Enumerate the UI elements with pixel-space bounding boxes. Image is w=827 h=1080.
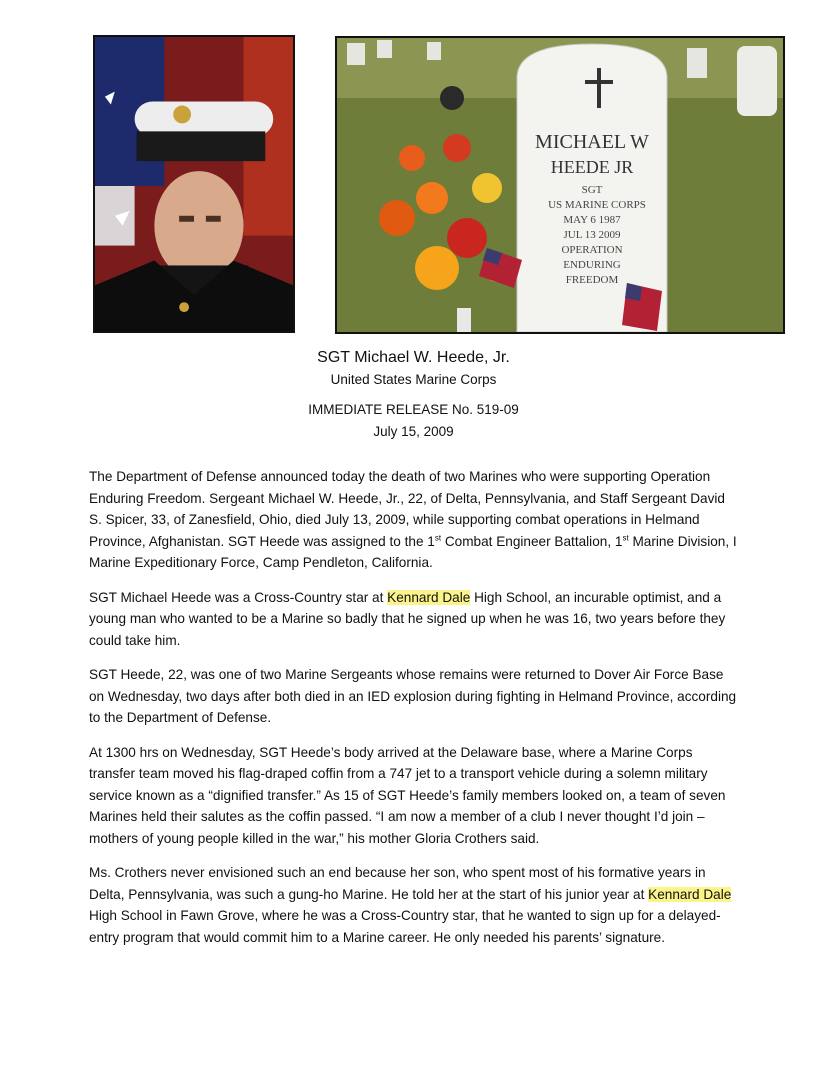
svg-text:JUL 13 2009: JUL 13 2009 bbox=[563, 229, 621, 241]
svg-text:FREEDOM: FREEDOM bbox=[565, 274, 619, 286]
svg-text:HEEDE JR: HEEDE JR bbox=[550, 157, 634, 177]
svg-text:SGT: SGT bbox=[581, 184, 603, 196]
headstone-photo bbox=[335, 36, 785, 334]
svg-text:OPERATION: OPERATION bbox=[561, 244, 623, 256]
paragraph-2: SGT Michael Heede was a Cross-Country star at Kennard Dale High School, an incurable optimist, and a young man who wanted to be a Marine so badly that he signed up when he was 16, two years before they could take him. bbox=[89, 589, 726, 648]
svg-text:ENDURING: ENDURING bbox=[563, 259, 621, 271]
article-body bbox=[89, 466, 739, 961]
highlighted-school-name: Kennard Dale bbox=[387, 589, 471, 605]
release-number: IMMEDIATE RELEASE No. 519-09 bbox=[308, 402, 519, 417]
svg-text:MICHAEL W: MICHAEL W bbox=[535, 131, 649, 153]
release-date: July 15, 2009 bbox=[373, 424, 454, 439]
highlighted-school-name: Kennard Dale bbox=[648, 886, 732, 902]
svg-text:US MARINE CORPS: US MARINE CORPS bbox=[548, 199, 646, 211]
page-title: SGT Michael W. Heede, Jr. bbox=[317, 349, 510, 366]
marine-portrait-photo bbox=[93, 35, 295, 333]
svg-text:MAY 6 1987: MAY 6 1987 bbox=[563, 214, 621, 226]
paragraph-5: Ms. Crothers never envisioned such an end because her son, who spent most of his formative years in Delta, Pennsylvania, was such a gung-ho Marine. He told her at the start of his junior year at Kennard Dale High School in Fawn Grove, where he was a Cross-Country star, that he wanted to sign up for a delayed-entry program that would commit him to a Marine career. He only needed his parents’ signature. bbox=[89, 865, 732, 945]
branch-subtitle: United States Marine Corps bbox=[330, 372, 497, 387]
paragraph-4: At 1300 hrs on Wednesday, SGT Heede’s body arrived at the Delaware base, where a Marine Corps transfer team moved his flag-draped coffin from a 747 jet to a transport vehicle during a solemn military service known as a “dignified transfer.” As 15 of SGT Heede’s family members looked on, a team of seven Marines held their salutes as the coffin passed. “I am now a member of a club I never thought I’d join – mothers of young people killed in the war,” his mother Gloria Crothers said. bbox=[89, 744, 726, 846]
paragraph-3: SGT Heede, 22, was one of two Marine Sergeants whose remains were returned to Dover Air Force Base on Wednesday, two days after both died in an IED explosion during fighting in Helmand Province, according to the Department of Defense. bbox=[89, 667, 737, 725]
paragraph-1: The Department of Defense announced today the death of two Marines who were supporting Operation Enduring Freedom. Sergeant Michael W. Heede, Jr., 22, of Delta, Pennsylvania, and Staff Sergeant David S. Spicer, 33, of Zanesfield, Ohio, died July 13, 2009, while supporting combat operations in Helmand Province, Afghanistan. SGT Heede was assigned to the 1st Combat Engineer Battalion, 1st Marine Division, I Marine Expeditionary Force, Camp Pendleton, California. bbox=[89, 469, 737, 570]
